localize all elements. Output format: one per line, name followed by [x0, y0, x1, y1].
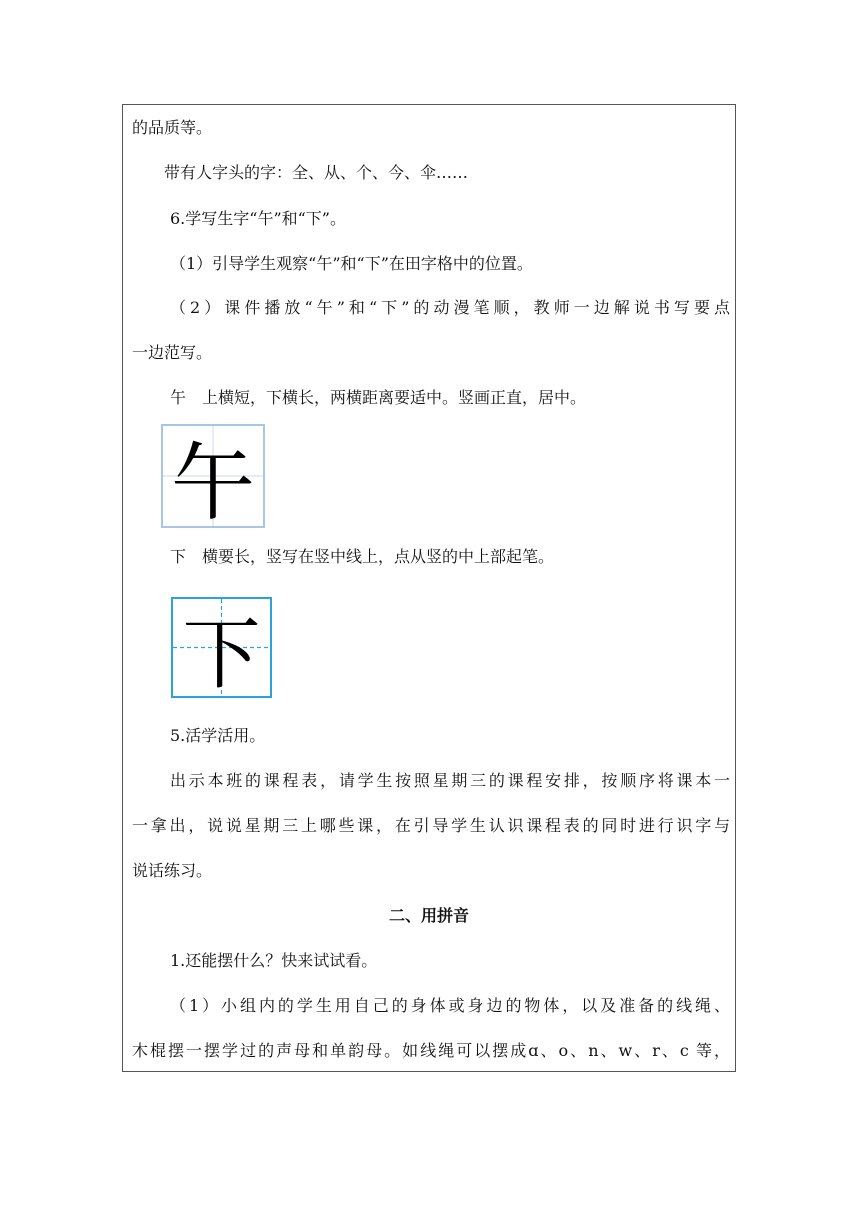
paragraph-text: 木棍摆一摆学过的声母和单韵母。如线绳可以摆成ɑ、o、n、w、r、c 等，	[132, 1041, 730, 1060]
paragraph-text: （1）小组内的学生用自己的身体或身边的物体，以及准备的线绳、	[170, 996, 730, 1015]
paragraph-text: 一边范写。	[132, 343, 213, 362]
paragraph-text: 出示本班的课程表，请学生按照星期三的课程安排，按顺序将课本一	[170, 771, 730, 790]
paragraph-text: 下 横要长，竖写在竖中线上，点从竖的中上部起笔。	[170, 547, 555, 566]
document-table-cell	[122, 104, 736, 1072]
paragraph-text: 的品质等。	[132, 118, 213, 137]
paragraph-text: 5.活学活用。	[170, 726, 266, 745]
paragraph-text: 午 上横短，下横长，两横距离要适中。竖画正直，居中。	[170, 388, 587, 407]
character-xia: 下	[182, 609, 261, 700]
paragraph-text: 1.还能摆什么？快来试试看。	[170, 951, 378, 970]
paragraph-text: 6.学写生字“午”和“下”。	[170, 209, 346, 228]
tianzige-grid-xia	[171, 597, 272, 698]
paragraph-text: 说话练习。	[132, 861, 213, 880]
section-heading: 二、用拼音	[388, 906, 469, 925]
paragraph-text: （2）课件播放“午”和“下”的动漫笔顺，教师一边解说书写要点	[170, 298, 730, 317]
paragraph-text: （1）引导学生观察“午”和“下”在田字格中的位置。	[170, 254, 533, 273]
paragraph-text: 带有人字头的字：全、从、个、今、伞……	[164, 163, 469, 182]
character-wu: 午	[170, 433, 255, 532]
paragraph-text: 一拿出，说说星期三上哪些课，在引导学生认识课程表的同时进行识字与	[132, 816, 730, 835]
tianzige-grid-wu	[161, 424, 265, 532]
